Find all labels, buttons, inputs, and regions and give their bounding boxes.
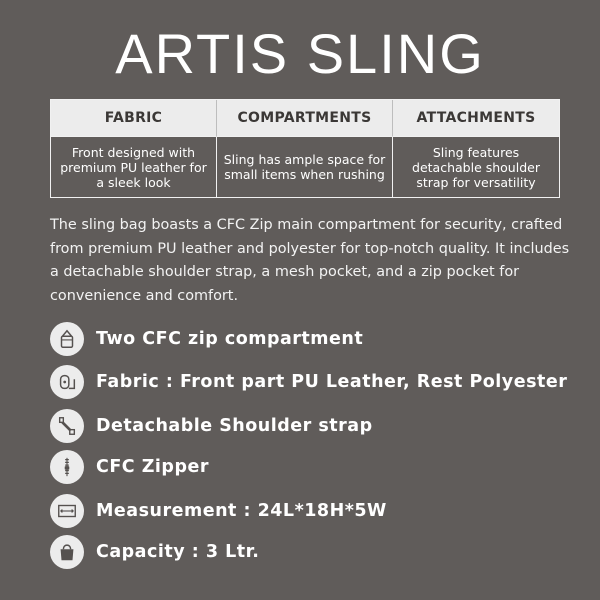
feature-label: Measurement : 24L*18H*5W	[96, 501, 387, 521]
table-cell-attachments: Sling features detachable shoulder strap for versatility	[412, 144, 540, 190]
table-header-fabric: FABRIC	[51, 100, 217, 137]
feature-item	[50, 321, 363, 357]
features-table	[50, 99, 560, 198]
product-title: ARTIS SLING	[115, 22, 485, 85]
feature-label: Detachable Shoulder strap	[96, 416, 373, 436]
feature-item	[50, 449, 209, 485]
fabric-roll-icon	[50, 365, 84, 399]
zipper-icon	[50, 450, 84, 484]
table-header-compartments: COMPARTMENTS	[217, 100, 393, 137]
strap-icon	[50, 409, 84, 443]
feature-item	[50, 364, 567, 400]
table-cell-compartments: Sling has ample space for small items when rushing	[217, 137, 393, 197]
feature-label: Capacity : 3 Ltr.	[96, 542, 260, 562]
table-header-attachments: ATTACHMENTS	[393, 100, 559, 137]
feature-item	[50, 534, 259, 570]
table-cell-fabric: Front designed with premium PU leather for a sleek look	[51, 137, 217, 197]
ruler-icon	[50, 494, 84, 528]
feature-item	[50, 408, 373, 444]
feature-label: Two CFC zip compartment	[96, 329, 364, 349]
feature-label: CFC Zipper	[96, 457, 209, 477]
feature-item	[50, 493, 387, 529]
capacity-bag-icon	[50, 535, 84, 569]
feature-label: Fabric : Front part PU Leather, Rest Polyester	[96, 372, 568, 392]
product-description: The sling bag boasts a CFC Zip main compartment for security, crafted from premium PU leather and polyester for top-notch quality. It includes a detachable shoulder strap, a mesh pocket, and a zip pocket for convenience and comfort.	[50, 217, 570, 304]
bag-icon	[50, 322, 84, 356]
